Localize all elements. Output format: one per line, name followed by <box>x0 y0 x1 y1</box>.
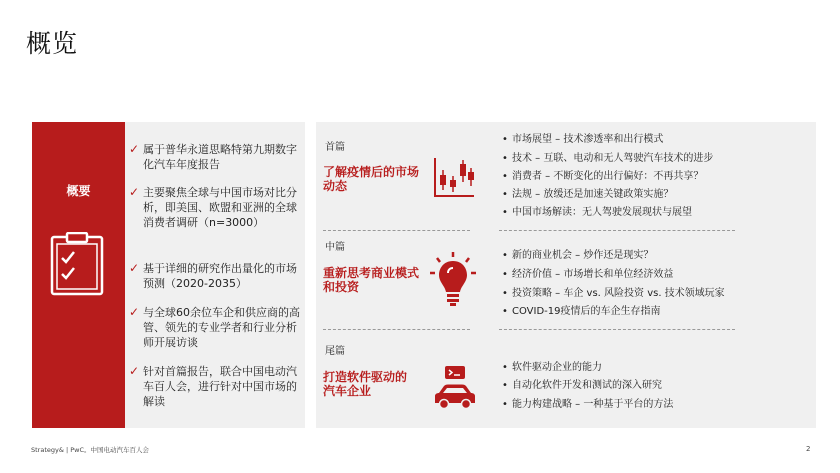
candlestick-chart-icon <box>433 156 475 198</box>
list-item: • 自动化软件开发和测试的深入研究 <box>502 380 662 391</box>
divider <box>499 230 735 231</box>
section-label: 首篇 <box>325 142 345 153</box>
list-item: • 投资策略 – 车企 vs. 风险投资 vs. 技术领域玩家 <box>502 288 725 299</box>
summary-item: ✓ 主要聚焦全球与中国市场对比分析，即美国、欧盟和亚洲的全球消费者调研（n=3000） <box>129 185 297 229</box>
lightbulb-icon <box>430 251 476 307</box>
summary-item: ✓ 属于普华永道思略特第九期数字化汽车年度报告 <box>129 142 297 171</box>
list-item: • 软件驱动企业的能力 <box>502 362 602 373</box>
check-icon: ✓ <box>129 305 140 319</box>
page-title: 概览 <box>26 29 79 58</box>
page-number: 2 <box>806 445 811 453</box>
car-software-icon <box>433 365 477 413</box>
divider <box>323 230 470 231</box>
divider <box>323 329 470 330</box>
section-label: 尾篇 <box>325 346 345 357</box>
list-item: • 法规 – 放缓还是加速关键政策实施？ <box>502 189 674 200</box>
list-item: • 经济价值 – 市场增长和单位经济效益 <box>502 269 674 280</box>
sidebar-label: 概要 <box>66 184 91 198</box>
summary-item: ✓ 基于详细的研究作出量化的市场预测（2020-2035） <box>129 261 297 290</box>
list-item: • 能力构建战略 – 一种基于平台的方法 <box>502 399 674 410</box>
footer-text: Strategy& | PwC。中国电动汽车百人会 <box>31 446 150 454</box>
section-label: 中篇 <box>325 242 345 253</box>
check-icon: ✓ <box>129 364 140 378</box>
check-icon: ✓ <box>129 261 140 275</box>
summary-item: ✓ 针对首篇报告，联合中国电动汽车百人会，进行针对中国市场的解读 <box>129 364 297 408</box>
list-item: • 中国市场解读：无人驾驶发展现状与展望 <box>502 207 692 218</box>
list-item: • 消费者 – 不断变化的出行偏好：不再共享？ <box>502 171 704 182</box>
clipboard-checklist-icon <box>49 232 105 296</box>
section-title: 打造软件驱动的汽车企业 <box>323 370 408 398</box>
section-title: 了解疫情后的市场动态 <box>323 165 420 193</box>
check-icon: ✓ <box>129 185 140 199</box>
list-item: • 新的商业机会 – 炒作还是现实？ <box>502 250 654 261</box>
divider <box>499 329 735 330</box>
list-item: • 市场展望 – 技术渗透率和出行模式 <box>502 134 664 145</box>
check-icon: ✓ <box>129 142 140 156</box>
list-item: • 技术 – 互联、电动和无人驾驶汽车技术的进步 <box>502 153 714 164</box>
summary-item: ✓ 与全球60余位车企和供应商的高管、领先的专业学者和行业分析师开展访谈 <box>129 305 300 349</box>
section-title: 重新思考商业模式和投资 <box>323 266 420 294</box>
list-item: • COVID-19疫情后的车企生存指南 <box>502 306 661 317</box>
